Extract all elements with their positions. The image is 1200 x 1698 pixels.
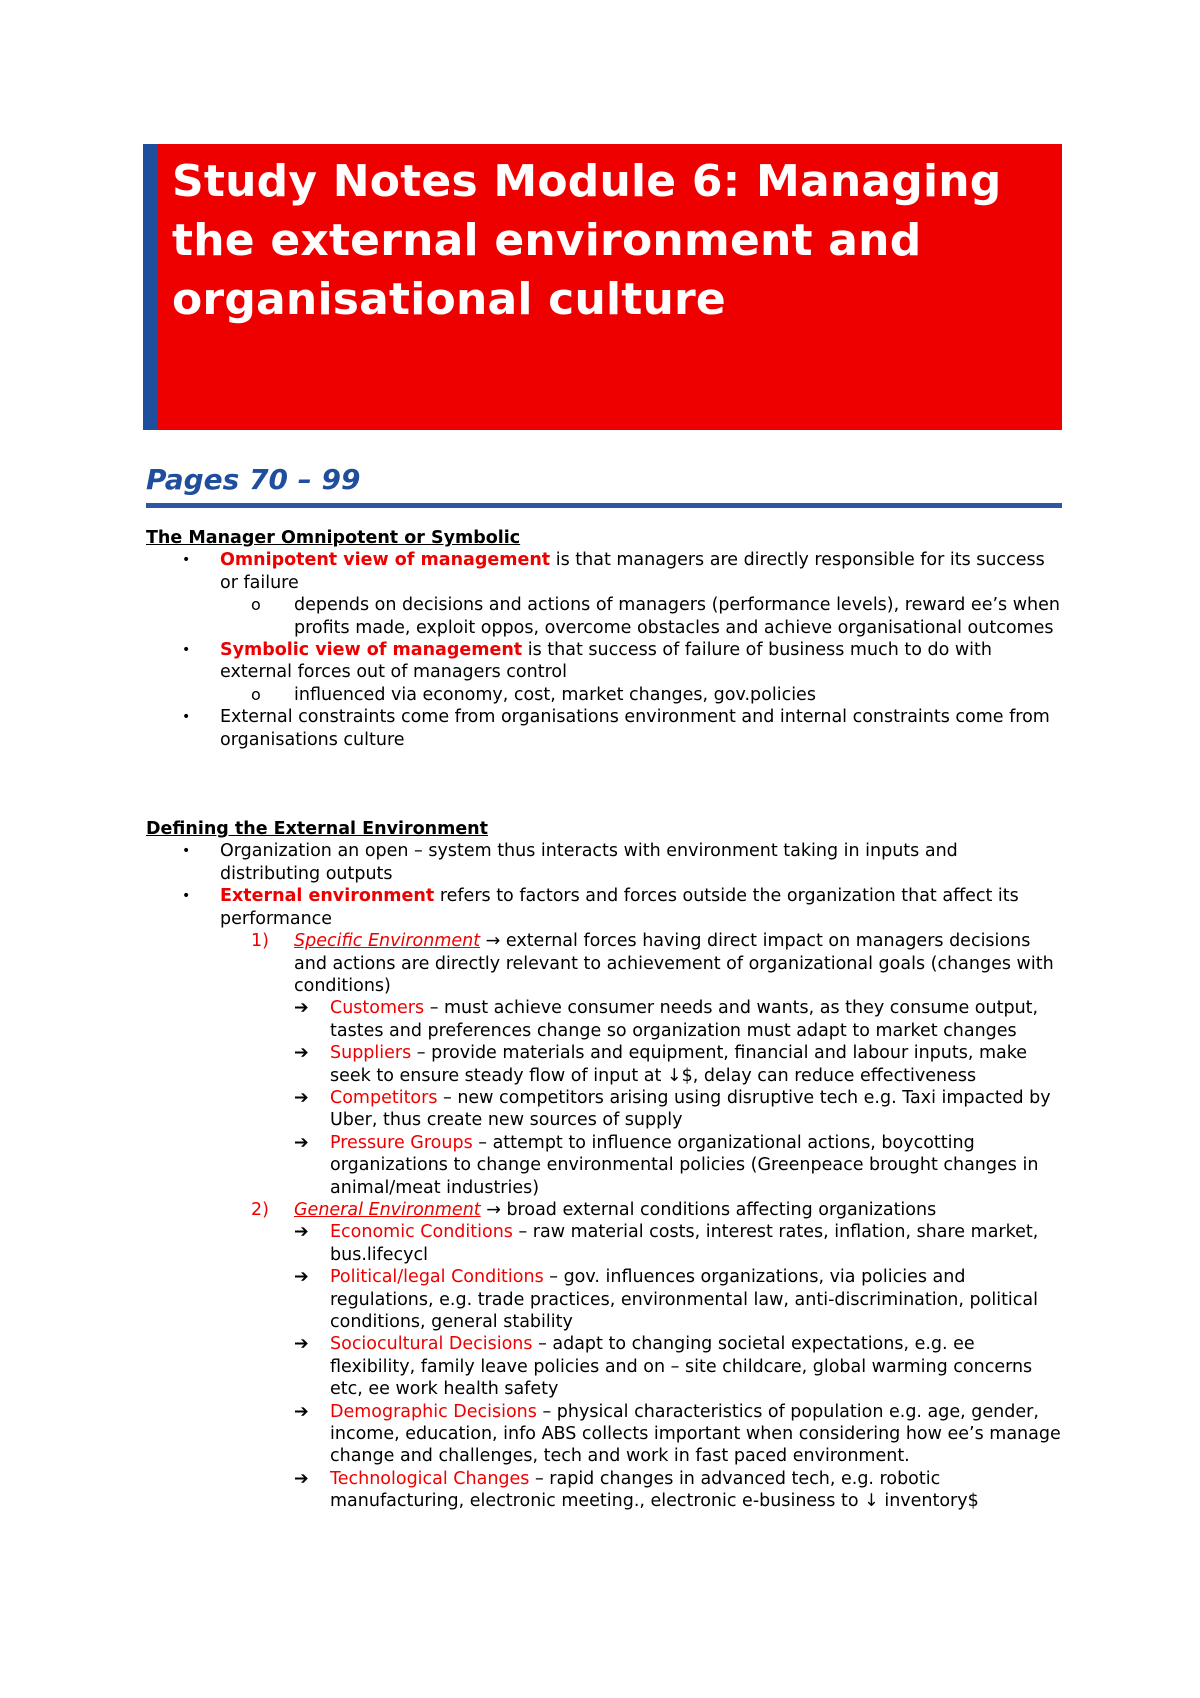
- item-number: 1): [251, 931, 269, 952]
- arrow-icon: ➔: [294, 1267, 309, 1288]
- item-text: is that managers are directly responsible for its success or failure: [220, 550, 1045, 593]
- term: Technological Changes: [330, 1468, 530, 1489]
- notes-body: [146, 527, 1062, 1513]
- item-text: influenced via economy, cost, market changes, gov.policies: [294, 684, 816, 705]
- numbered-item-general: [146, 1199, 1062, 1221]
- page-title: Study Notes Module 6: Managing the external environment and organisational culture: [172, 156, 1002, 325]
- list-item: [146, 639, 1062, 684]
- sub-list-item: [146, 594, 1062, 639]
- pages-heading: Pages 70 – 99: [146, 463, 361, 496]
- bullet-icon: •: [182, 843, 191, 860]
- bullet-icon: •: [182, 888, 191, 905]
- term: Pressure Groups: [330, 1132, 473, 1153]
- heading-rule: [146, 503, 1062, 508]
- item-text: → external forces having direct impact on managers decisions and actions are directly relevant to achievement of organizational goals (changes with conditions): [294, 931, 1054, 996]
- term: Sociocultural Decisions: [330, 1334, 533, 1355]
- item-text: is that success of failure of business much to do with external forces out of managers control: [220, 640, 992, 683]
- arrow-icon: ➔: [294, 1222, 309, 1243]
- bullet-icon: •: [182, 709, 191, 726]
- list-item: [146, 706, 1062, 751]
- item-number: 2): [251, 1199, 269, 1220]
- term: Suppliers: [330, 1043, 412, 1064]
- arrow-icon: ➔: [294, 1334, 309, 1355]
- sub-list-item: [146, 684, 1062, 706]
- arrow-icon: ➔: [294, 1401, 309, 1422]
- arrow-icon: ➔: [294, 1468, 309, 1489]
- numbered-item-specific: [146, 930, 1062, 997]
- item-text: – raw material costs, interest rates, inflation, share market, bus.lifecycl: [330, 1222, 1039, 1265]
- arrow-item: [146, 1468, 1062, 1513]
- item-text: – provide materials and equipment, financial and labour inputs, make seek to ensure steady flow of input at ↓$, delay can reduce effectiveness: [330, 1043, 1028, 1086]
- term: Political/legal Conditions: [330, 1267, 544, 1288]
- item-text: → broad external conditions affecting organizations: [480, 1199, 937, 1220]
- item-text: Organization an open – system thus interacts with environment taking in inputs and distributing outputs: [220, 841, 958, 884]
- circle-bullet-icon: o: [251, 684, 261, 704]
- list-item: [146, 840, 1062, 885]
- term: Customers: [330, 998, 425, 1019]
- bullet-icon: •: [182, 552, 191, 569]
- item-text: – new competitors arising using disruptive tech e.g. Taxi impacted by Uber, thus create new sources of supply: [330, 1087, 1051, 1131]
- item-text: External constraints come from organisations environment and internal constraints come from organisations culture: [220, 707, 1050, 750]
- item-text: – must achieve consumer needs and wants, as they consume output, tastes and preferences change so organization must adapt to market changes: [330, 998, 1039, 1041]
- circle-bullet-icon: o: [251, 595, 261, 615]
- term: Specific Environment: [294, 931, 481, 952]
- arrow-item: [146, 1042, 1062, 1087]
- item-text: – adapt to changing societal expectations, e.g. ee flexibility, family leave policies and on – site childcare, global warming concerns etc, ee work health safety: [330, 1334, 1033, 1400]
- arrow-icon: ➔: [294, 1087, 309, 1108]
- term: General Environment: [294, 1199, 481, 1220]
- arrow-item: [146, 1087, 1062, 1132]
- term: Omnipotent view of management: [220, 550, 551, 571]
- arrow-item: [146, 1132, 1062, 1199]
- arrow-item: [146, 1266, 1062, 1333]
- item-text: depends on decisions and actions of managers (performance levels), reward ee’s when profits made, exploit oppos, overcome obstacles and achieve organisational outcomes: [294, 595, 1060, 638]
- item-text: – gov. influences organizations, via policies and regulations, e.g. trade practices, environmental law, anti-discrimination, political conditions, general stability: [330, 1267, 1038, 1332]
- term: External environment: [220, 886, 435, 907]
- arrow-item: [146, 1333, 1062, 1400]
- section-heading-omnipotent: The Manager Omnipotent or Symbolic: [146, 528, 521, 548]
- section-heading-external: Defining the External Environment: [146, 819, 489, 840]
- term: Competitors: [330, 1087, 438, 1108]
- term: Symbolic view of management: [220, 640, 523, 661]
- arrow-icon: ➔: [294, 1132, 309, 1153]
- item-text: – physical characteristics of population e.g. age, gender, income, education, info ABS collects important when considering how ee’s manage change and challenges, tech and work in fast paced environment.: [330, 1401, 1061, 1467]
- arrow-icon: ➔: [294, 1043, 309, 1064]
- item-text: refers to factors and forces outside the organization that affect its performance: [220, 886, 1019, 929]
- title-banner: [143, 144, 1062, 430]
- item-text: – rapid changes in advanced tech, e.g. robotic manufacturing, electronic meeting., electronic e-business to ↓ inventory$: [330, 1468, 979, 1512]
- term: Demographic Decisions: [330, 1401, 537, 1422]
- item-text: – attempt to influence organizational actions, boycotting organizations to change environmental policies (Greenpeace brought changes in animal/meat industries): [330, 1132, 1039, 1198]
- arrow-item: [146, 1221, 1062, 1266]
- term: Economic Conditions: [330, 1222, 513, 1243]
- list-item: [146, 549, 1062, 594]
- arrow-item: [146, 997, 1062, 1042]
- arrow-item: [146, 1401, 1062, 1468]
- arrow-icon: ➔: [294, 998, 309, 1019]
- list-item: [146, 885, 1062, 930]
- bullet-icon: •: [182, 642, 191, 659]
